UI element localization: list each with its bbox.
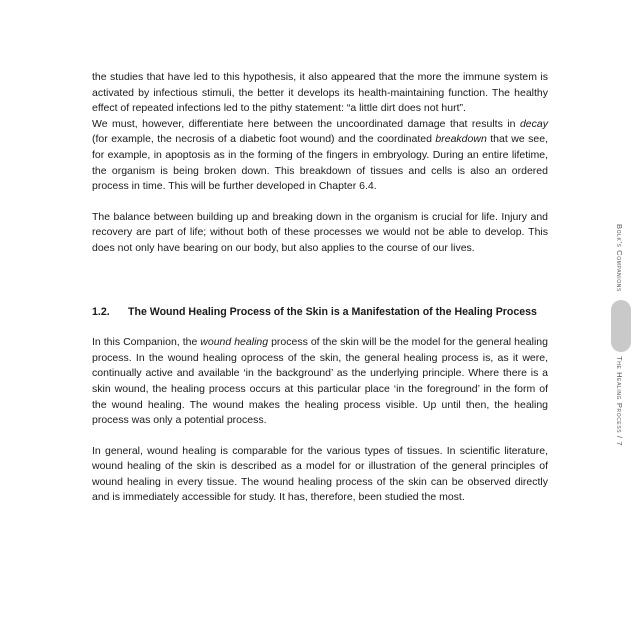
p4-text-2: process of the skin will be the model for the general healing process. In the wound healing oprocess of the skin, the general healing process is, as it were, continually active and available ‘in the background’ as the underlying principle. Where there is a skin wound, the healing process occurs at this particular place ‘in the foreground’ in the form of the wound healing. The wound makes the healing process visible. Up until then, the healing process was only a potential process. [92,336,548,427]
chapter-thumb-tab [611,300,631,352]
p2-text-2: (for example, the necrosis of a diabetic foot wound) and the coordinated [92,133,436,146]
p2-text-3: that we see, for example, in apoptosis as in the forming of the fingers in embryology. During an entire lifetime, the organism is being broken down. This breakdown of tissues and cells is also an ordered process in time. This will be further developed in Chapter 6.4. [92,133,548,193]
p2-emphasis-breakdown: breakdown [435,133,487,146]
body-text [92,70,548,506]
section-number: 1.2. [92,305,110,318]
p2-text-1: We must, however, differentiate here between the uncoordinated damage that results in [92,117,520,130]
p4-emphasis-wound-healing: wound healing [200,336,269,349]
running-head-series: Bolk's Companions [615,224,624,292]
p2-emphasis-decay: decay [519,117,548,130]
paragraph-decay-breakdown [92,117,548,195]
paragraph-balance: The balance between building up and breaking down in the organism is crucial for life. Injury and recovery are part of life; without both of these processes we would not be able to develop. This does not only have bearing on our body, but also applies to the course of our lives. [92,210,548,254]
p4-text-1: In this Companion, the [92,336,201,349]
paragraph-companion-model [92,335,548,429]
paragraph-immune-system: the studies that have led to this hypothesis, it also appeared that the more the immune system is activated by infectious stimuli, the better it develops its health-maintaining function. The healthy effect of repeated infections led to the pithy statement: “a little dirt does not hurt”. [92,71,548,115]
section-heading [92,305,548,321]
section-title: The Wound Healing Process of the Skin is a Manifestation of the Healing Process [128,305,537,318]
paragraph-general-wound-healing: In general, wound healing is comparable for the various types of tissues. In scientific literature, wound healing of the skin is described as a model for or illustration of the general principles of wound healing in every tissue. The wound healing process of the skin can be observed directly and is immediately accessible for study. It has, therefore, been studied the most. [92,444,548,504]
running-head-chapter-page: The Healing Process / 7 [615,356,624,447]
running-head [600,204,638,624]
